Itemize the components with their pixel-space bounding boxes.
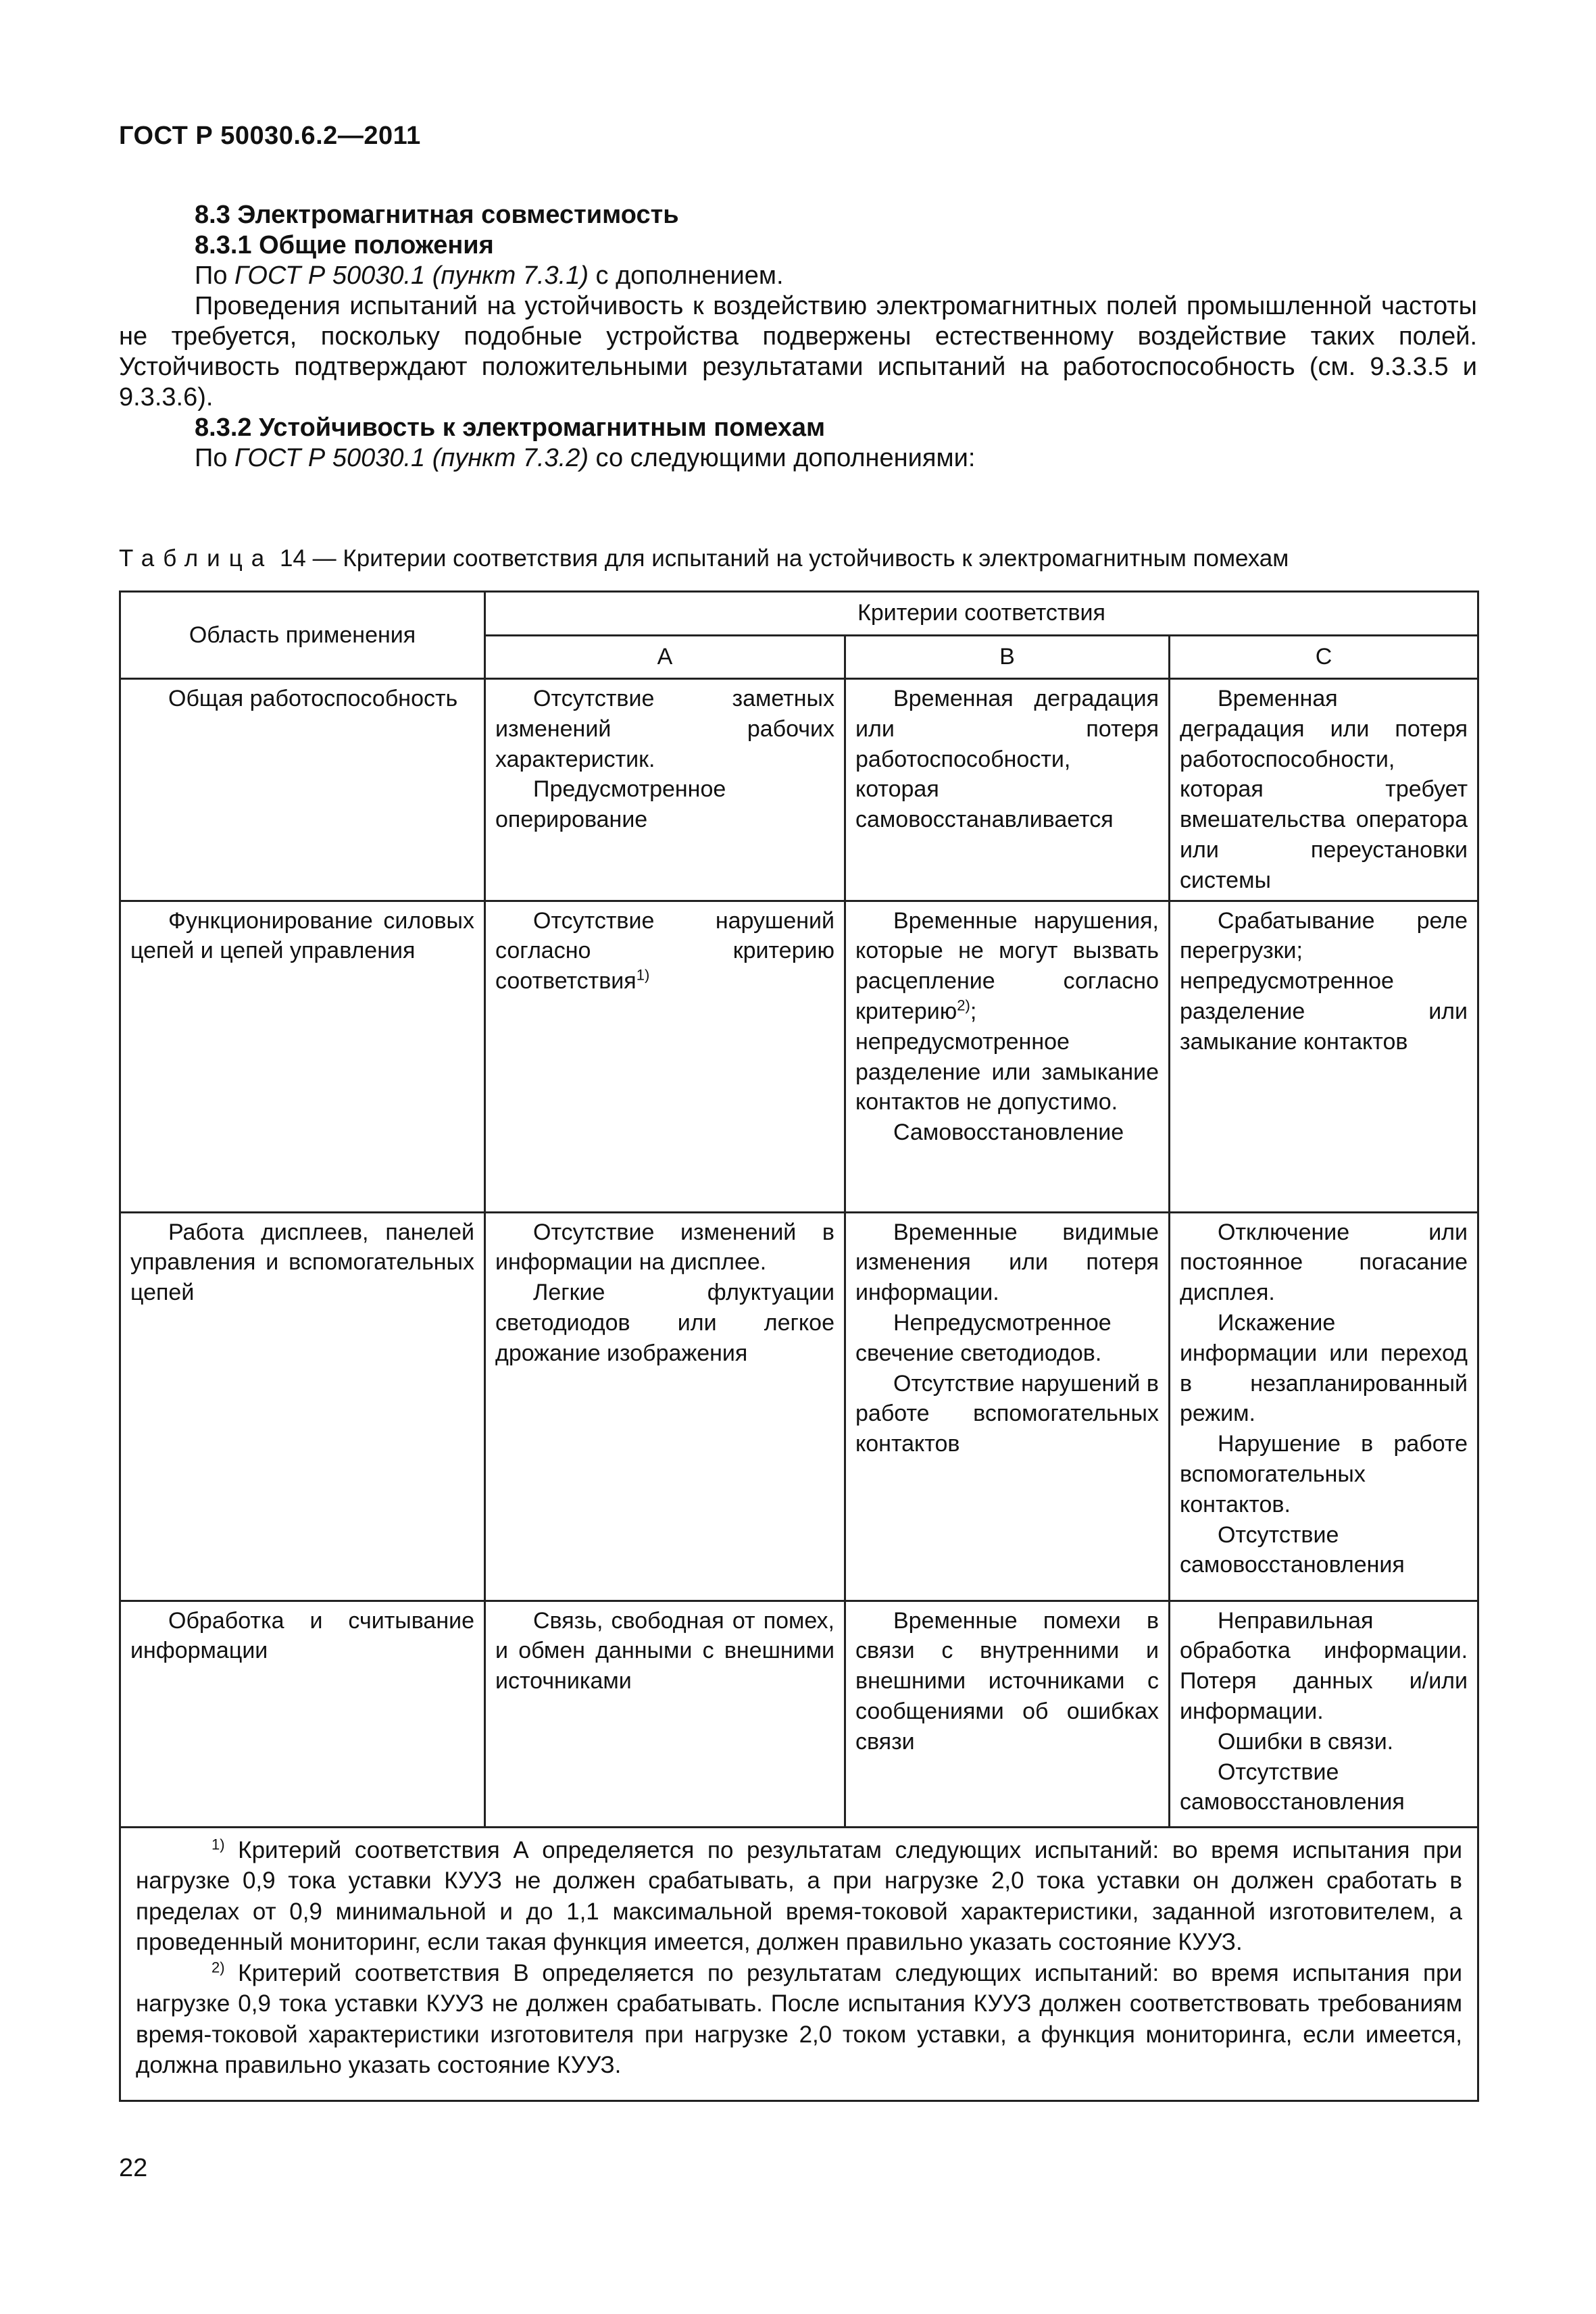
paragraph-reference-2 — [119, 443, 1477, 474]
cell-text: Самовосстановление — [893, 1120, 1124, 1146]
cell-text: Нарушение в работе вспомогательных контактов. — [1180, 1431, 1468, 1517]
header-area: Область применения — [120, 592, 485, 679]
cell-a — [485, 679, 845, 901]
cell-text: Легкие флуктуации светодиодов или легкое дрожание изображения — [495, 1280, 834, 1366]
table-caption — [119, 545, 1477, 573]
heading-8-3-2: 8.3.2 Устойчивость к электромагнитным помехам — [195, 413, 826, 442]
cell-text: Временные помехи в связи с внутренними и внешними источниками с сообщениями об ошибках связи — [855, 1607, 1159, 1755]
cell-text: Непредусмотренное свечение светодиодов. — [855, 1309, 1112, 1366]
standard-reference: ГОСТ Р 50030.1 (пункт 7.3.1) — [234, 261, 589, 290]
cell-a — [485, 1601, 845, 1827]
footnote-ref: 1) — [636, 966, 650, 984]
cell-c — [1170, 901, 1478, 1212]
heading-8-3: 8.3 Электромагнитная совместимость — [195, 201, 679, 229]
paragraph-text: По — [195, 444, 235, 472]
cell-text: Обработка и считывание информации — [130, 1607, 474, 1664]
cell-area — [120, 1212, 485, 1601]
cell-text-part: ; непредусмотренное разделение или замыкание контактов не допустимо. — [855, 998, 1159, 1115]
cell-text-part: Отсутствие нарушений согласно критерию соответствия — [495, 907, 834, 995]
cell-text: Неправильная обработка информации. Потеря данных и/или информации. — [1180, 1607, 1468, 1724]
table-caption-text: 14 — Критерии соответствия для испытаний на устойчивость к электромагнитным помехам — [273, 545, 1289, 572]
cell-b — [845, 679, 1170, 901]
paragraph-fields: Проведения испытаний на устойчивость к воздействию электромагнитных полей промышленной частоты не требуется, поскольку подобные устройства подвержены естественному воздействие таких полей. Устойчивость подтверждают положительными результатами испытаний на работоспособность (см. 9.3.3.5 и 9.3.3.6). — [119, 292, 1477, 411]
cell-c — [1170, 679, 1478, 901]
cell-b — [845, 1212, 1170, 1601]
cell-text — [855, 906, 1159, 1118]
table-row — [120, 1601, 1478, 1827]
cell-a — [485, 1212, 845, 1601]
cell-area — [120, 1601, 485, 1827]
footnote-marker: 1) — [211, 1835, 225, 1853]
standard-reference: ГОСТ Р 50030.1 (пункт 7.3.2) — [234, 444, 589, 472]
cell-text: Работа дисплеев, панелей управления и вспомогательных цепей — [130, 1219, 474, 1306]
cell-text: Временные видимые изменения или потеря информации. — [855, 1219, 1159, 1306]
cell-b — [845, 1601, 1170, 1827]
cell-text: Отсутствие нарушений в работе вспомогательных контактов — [855, 1370, 1159, 1457]
footnote-marker: 2) — [211, 1958, 225, 1976]
paragraph-text: со следующими дополнениями: — [588, 444, 976, 472]
header-col-c: C — [1170, 635, 1478, 679]
paragraph-text: с дополнением. — [588, 261, 784, 290]
page-number: 22 — [119, 2154, 148, 2182]
table-caption-label: Таблица — [119, 545, 274, 572]
paragraph-reference-1 — [119, 261, 1477, 291]
cell-text: Ошибки в связи. — [1218, 1728, 1394, 1755]
cell-b — [845, 901, 1170, 1212]
table-footnotes — [120, 1827, 1478, 2101]
header-col-a: A — [485, 635, 845, 679]
cell-text-part: Временные нарушения, которые не могут вызвать расцепление согласно критерию — [855, 907, 1159, 1024]
header-criteria: Критерии соответствия — [485, 592, 1478, 636]
cell-text: Предусмотренное оперирование — [495, 776, 726, 833]
footnote-2 — [136, 1958, 1462, 2081]
cell-text: Отсутствие самовосстановления — [1180, 1759, 1405, 1815]
cell-area — [120, 901, 485, 1212]
cell-text: Срабатывание реле перегрузки; непредусмотренное разделение или замыкание контактов — [1180, 907, 1468, 1055]
footnote-text: Критерий соответствия В определяется по результатам следующих испытаний: во время испытания при нагрузке 0,9 тока уставки КУУЗ не должен срабатывать. После испытания КУУЗ должен соответствовать требованиям время-токовой характеристики изготовителя при нагрузке 2,0 током уставки, а функция мониторинга, если имеется, должна правильно указать состояние КУУЗ. — [136, 1959, 1463, 2079]
footnote-1 — [136, 1835, 1462, 1958]
footnote-text: Критерий соответствия А определяется по результатам следующих испытаний: во время испытания при нагрузке 0,9 тока уставки КУУЗ не должен срабатывать, а при нагрузке 2,0 тока уставки он должен сработать в пределах от 0,9 минимальной и до 1,1 максимальной время-токовой характеристики, заданной изготовителем, а проведенный мониторинг, если такая функция имеется, должен правильно указать состояние КУУЗ. — [136, 1836, 1463, 1956]
cell-area — [120, 679, 485, 901]
table-footnotes-row — [120, 1827, 1478, 2101]
section-body — [119, 200, 1477, 474]
header-col-b: B — [845, 635, 1170, 679]
cell-text: Искажение информации или переход в незапланированный режим. — [1180, 1309, 1468, 1427]
cell-text: Общая работоспособность — [168, 686, 458, 711]
cell-text: Отсутствие заметных изменений рабочих характеристик. — [495, 686, 834, 772]
cell-text: Связь, свободная от помех, и обмен данными с внешними источниками — [495, 1607, 834, 1694]
cell-text: Отсутствие изменений в информации на дисплее. — [495, 1219, 834, 1276]
cell-text: Отключение или постоянное погасание дисплея. — [1180, 1219, 1468, 1306]
cell-c — [1170, 1212, 1478, 1601]
heading-8-3-1: 8.3.1 Общие положения — [195, 231, 494, 259]
cell-c — [1170, 1601, 1478, 1827]
criteria-table — [119, 590, 1479, 2102]
table-row — [120, 901, 1478, 1212]
criteria-table-wrapper — [119, 590, 1479, 2102]
cell-a — [485, 901, 845, 1212]
cell-text: Функционирование силовых цепей и цепей управления — [130, 907, 474, 964]
table-row — [120, 1212, 1478, 1601]
document-header: ГОСТ Р 50030.6.2—2011 — [119, 122, 421, 150]
cell-text: Отсутствие самовосстановления — [1180, 1521, 1405, 1578]
cell-text: Временная деградация или потеря работоспособности, которая самовосстанавливается — [855, 686, 1159, 833]
cell-text — [495, 906, 834, 997]
paragraph-text: По — [195, 261, 235, 290]
table-row — [120, 679, 1478, 901]
cell-text: Временная деградация или потеря работоспособности, которая требует вмешательства оператора или переустановки системы — [1180, 686, 1468, 893]
footnote-ref: 2) — [957, 997, 970, 1014]
